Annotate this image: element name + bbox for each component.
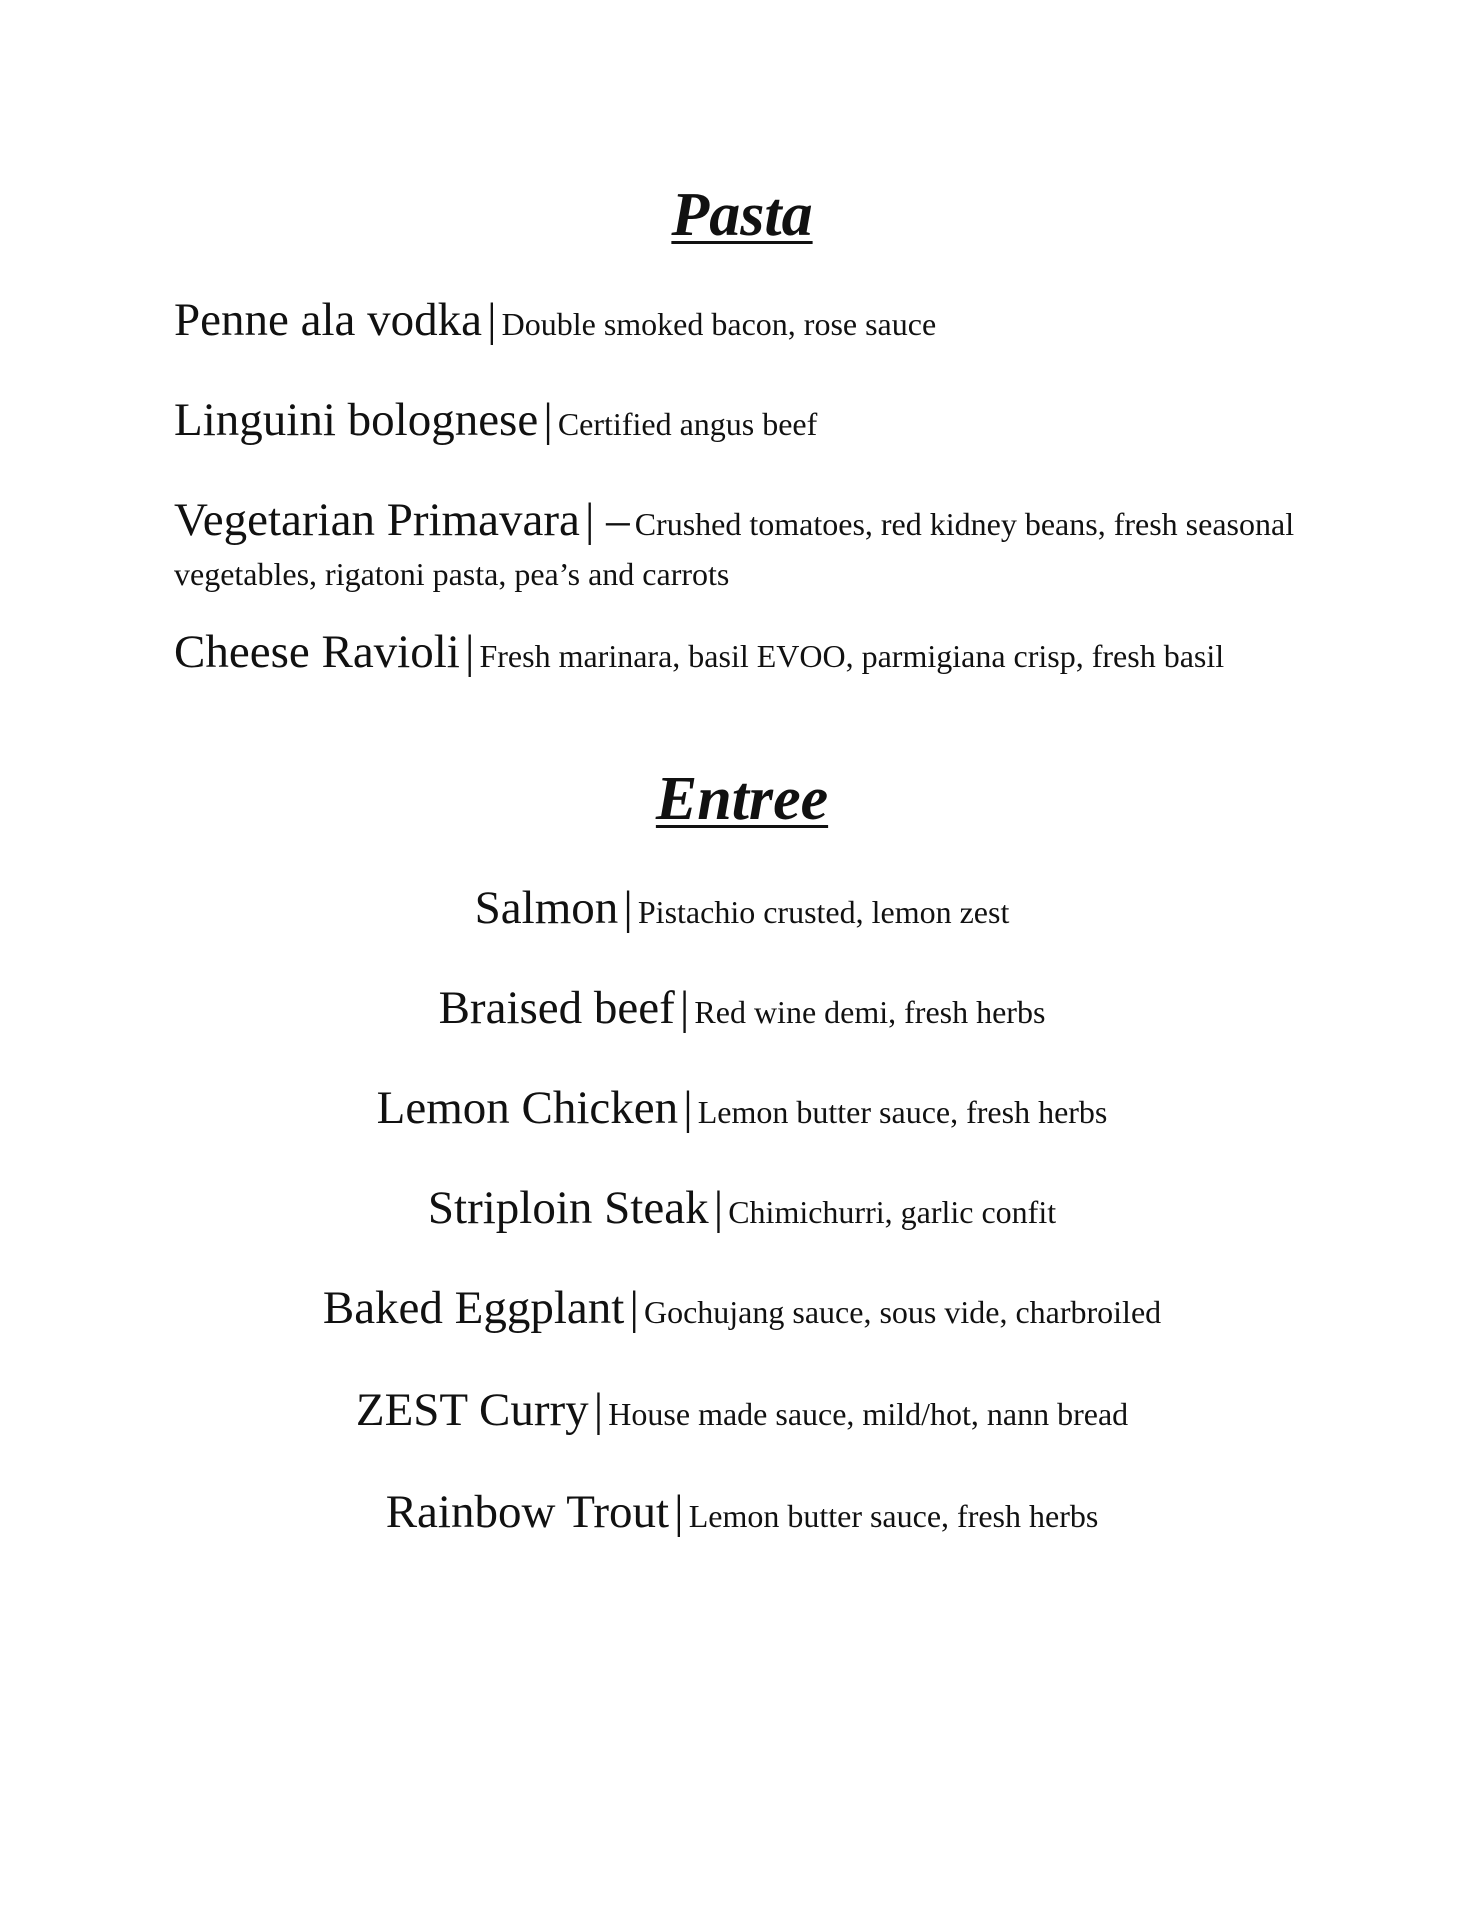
menu-item-ravioli xyxy=(174,626,1334,684)
item-description: Crushed tomatoes, red kidney beans, fresh seasonal vegetables, rigatoni pasta, pea’s and carrots xyxy=(174,506,1295,592)
menu-item-lemon-chicken xyxy=(0,1080,1484,1136)
item-separator: | xyxy=(679,982,690,1034)
item-name: Braised beef xyxy=(438,982,675,1034)
item-description: Chimichurri, garlic confit xyxy=(728,1194,1057,1230)
item-separator: | xyxy=(464,626,475,678)
item-description: Gochujang sauce, sous vide, charbroiled xyxy=(643,1294,1162,1330)
item-separator: | xyxy=(487,294,497,346)
menu-item-salmon xyxy=(0,880,1484,936)
item-name: Striploin Steak xyxy=(427,1182,709,1234)
item-separator: | xyxy=(593,1384,604,1436)
item-description: Red wine demi, fresh herbs xyxy=(694,994,1046,1030)
item-description: Pistachio crusted, lemon zest xyxy=(637,894,1010,930)
item-separator: | xyxy=(713,1182,724,1234)
item-separator: | xyxy=(543,394,553,446)
item-description: Certified angus beef xyxy=(557,406,818,442)
menu-item-primavara xyxy=(174,494,1334,602)
menu-item-eggplant xyxy=(0,1280,1484,1336)
menu-item-trout xyxy=(0,1484,1484,1540)
item-description: House made sauce, mild/hot, nann bread xyxy=(608,1396,1129,1432)
menu-item-braised-beef xyxy=(0,980,1484,1036)
item-separator: | – xyxy=(584,494,630,546)
item-separator: | xyxy=(623,882,633,934)
item-separator: | xyxy=(674,1486,684,1538)
item-name: ZEST Curry xyxy=(355,1384,589,1436)
item-name: Salmon xyxy=(474,882,619,934)
item-separator: | xyxy=(683,1082,693,1134)
menu-item-penne xyxy=(174,294,1334,352)
item-name: Linguini bolognese xyxy=(174,394,539,446)
menu-item-curry xyxy=(0,1382,1484,1438)
item-description: Fresh marinara, basil EVOO, parmigiana crisp, fresh basil xyxy=(479,638,1225,674)
item-name: Cheese Ravioli xyxy=(174,626,460,678)
item-name: Lemon Chicken xyxy=(376,1082,679,1134)
menu-item-striploin xyxy=(0,1180,1484,1236)
entree-section-title: Entree xyxy=(655,765,829,833)
item-separator: | xyxy=(629,1282,639,1334)
menu-item-linguini xyxy=(174,394,1334,452)
item-description: Lemon butter sauce, fresh herbs xyxy=(697,1094,1108,1130)
item-name: Penne ala vodka xyxy=(174,294,483,346)
item-name: Baked Eggplant xyxy=(322,1282,625,1334)
item-name: Vegetarian Primavara xyxy=(174,494,580,546)
item-name: Rainbow Trout xyxy=(385,1486,670,1538)
pasta-section-title: Pasta xyxy=(671,181,813,249)
item-description: Lemon butter sauce, fresh herbs xyxy=(688,1498,1099,1534)
item-description: Double smoked bacon, rose sauce xyxy=(501,306,937,342)
